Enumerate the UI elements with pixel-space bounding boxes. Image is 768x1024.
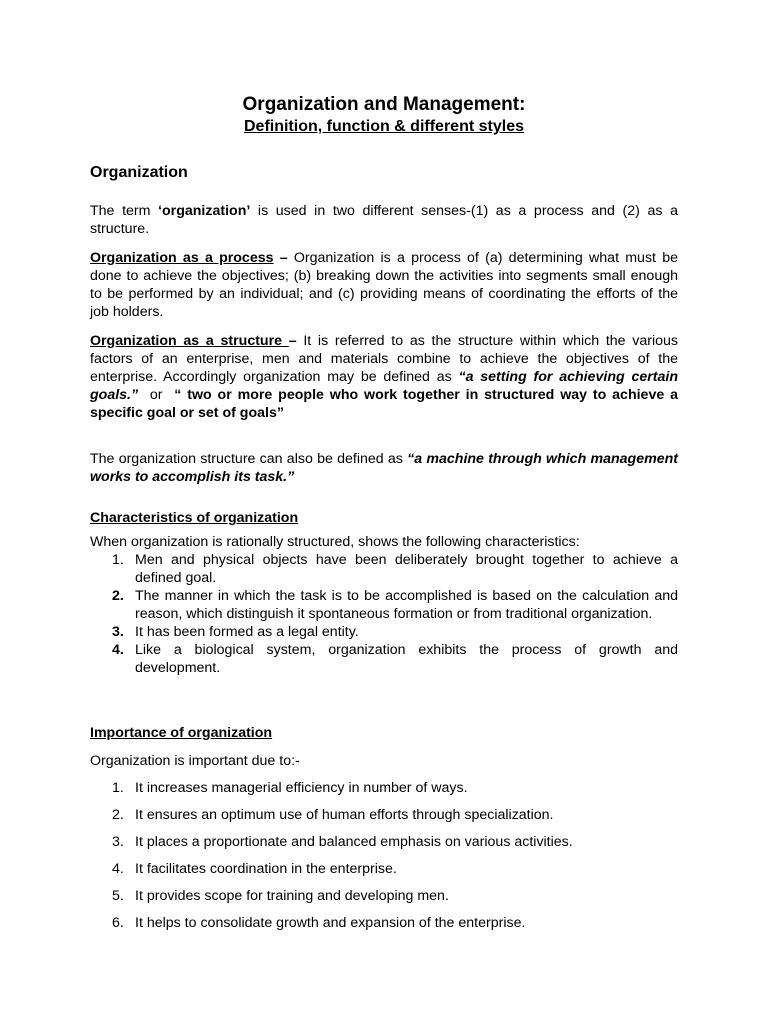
characteristics-list: [90, 551, 678, 677]
list-item: 1. It increases managerial efficiency in number of ways.: [112, 780, 468, 796]
list-item: 4. Like a biological system, organization exhibits the process of growth and development.: [112, 642, 678, 676]
list-item: 5. It provides scope for training and developing men.: [112, 888, 449, 904]
page-subtitle: Definition, function & different styles: [243, 118, 524, 135]
characteristics-heading: Characteristics of organization: [90, 510, 299, 526]
importance-section: [90, 779, 678, 941]
list-item: 6. It helps to consolidate growth and expansion of the enterprise.: [112, 915, 526, 931]
quote-machine: “a machine through which management works to accomplish its task.”: [90, 451, 678, 485]
importance-heading: Importance of organization: [90, 725, 273, 741]
machine-paragraph: The organization structure can also be defined as “a machine through which management works to accomplish its task.”: [90, 451, 678, 485]
characteristics-section: [90, 533, 678, 677]
quote-people: “ two or more people who work together in structured way to achieve a specific goal or set of goals”: [90, 387, 678, 421]
list-item: 3. It has been formed as a legal entity.: [112, 624, 359, 640]
list-item: 1. Men and physical objects have been deliberately brought together to achieve a defined goal.: [112, 552, 678, 586]
process-label: Organization as a process: [90, 250, 274, 266]
list-item: 3. It places a proportionate and balanced emphasis on various activities.: [112, 834, 573, 850]
list-item: 2. It ensures an optimum use of human efforts through specialization.: [112, 807, 554, 823]
intro-paragraph: The term ‘organization’ is used in two different senses-(1) as a process and (2) as a structure.: [90, 203, 678, 237]
characteristics-intro: When organization is rationally structured, shows the following characteristics:: [90, 534, 580, 550]
importance-list: [90, 779, 678, 941]
intro-term: ‘organization’: [158, 203, 251, 219]
importance-intro: Organization is important due to:-: [90, 753, 300, 769]
list-item: 2. The manner in which the task is to be accomplished is based on the calculation and reason, which distinguish it spontaneous formation or from traditional organization.: [112, 588, 678, 622]
page-title: Organization and Management:: [242, 94, 526, 115]
structure-label: Organization as a structure: [90, 333, 289, 349]
quote-goals: “a setting for achieving certain goals.”: [90, 369, 678, 403]
structure-paragraph: Organization as a structure – It is referred to as the structure within which the various factors of an enterprise, men and materials combine to achieve the objectives of the enterprise. Accordingly organization may be defined as “a setting for achieving certain goals.” or “ two or more people who work together in structured way to achieve a specific goal or set of goals”: [90, 333, 678, 421]
section-heading: Organization: [90, 164, 188, 181]
process-paragraph: Organization as a process – Organization is a process of (a) determining what must be done to achieve the objectives; (b) breaking down the activities into segments small enough to be performed by an individual; and (c) providing means of coordinating the efforts of the job holders.: [90, 250, 678, 320]
list-item: 4. It facilitates coordination in the enterprise.: [112, 861, 397, 877]
